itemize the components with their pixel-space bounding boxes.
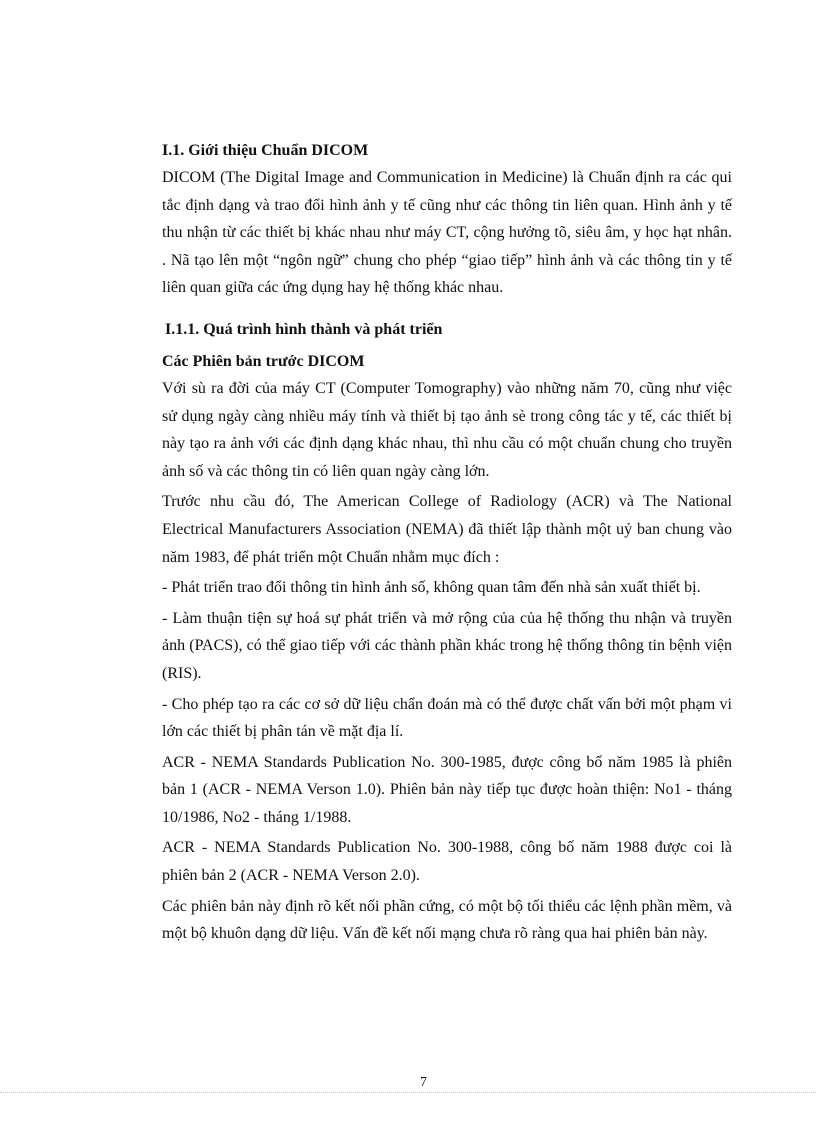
intro-paragraph: DICOM (The Digital Image and Communication in Medicine) là Chuẩn định ra các qui tắc định dạng và trao đổi hình ảnh y tế cũng như các thông tin liên quan. Hình ảnh y tế thu nhận từ các thiết bị khác nhau như máy CT, cộng hưởng tõ, siêu âm, y học hạt nhân. . Nã tạo lên một “ngôn ngữ” chung cho phép “giao tiếp” hình ảnh và các thông tin y tế liên quan giữa các ứng dụng hay hệ thống khác nhau. [162,169,732,297]
page-number: 7 [420,1075,427,1090]
paragraph-ct-history: Với sù ra đời của máy CT (Computer Tomography) vào những năm 70, cũng như việc sử dụng ngày càng nhiều máy tính và thiết bị tạo ảnh sè trong công tác y tế, các thiết bị này tạo ra ảnh với các định dạng khác nhau, thì nhu cầu có một chuẩn chung cho truyền ảnh số và các thông tin có liên quan ngày càng lớn. [162,379,732,480]
page-body [162,137,732,948]
subsubsection-heading: Các Phiên bản trước DICOM [162,352,365,370]
paragraph-version-summary: Các phiên bản này định rõ kết nối phần cứng, có một bộ tối thiểu các lệnh phần mềm, và một bộ khuôn dạng dữ liệu. Vấn đề kết nối mạng chưa rõ ràng qua hai phiên bản này. [162,897,732,943]
list-item-goal-database: - Cho phép tạo ra các cơ sở dữ liệu chẩn đoán mà có thể được chất vấn bởi một phạm vi lớn các thiết bị phân tán về mặt địa lí. [162,695,732,741]
paragraph-version-1: ACR - NEMA Standards Publication No. 300-1985, được công bố năm 1985 là phiên bản 1 (ACR - NEMA Verson 1.0). Phiên bản này tiếp tục được hoàn thiện: No1 - tháng 10/1986, No2 - tháng 1/1988. [162,753,732,826]
list-item-goal-pacs: - Làm thuận tiện sự hoá sự phát triển và mở rộng của của hệ thống thu nhận và truyền ảnh (PACS), có thể giao tiếp với các thành phần khác trong hệ thống thông tin bệnh viện (RIS). [162,609,732,682]
section-heading: I.1. Giới thiệu Chuẩn DICOM [162,142,369,159]
paragraph-version-2: ACR - NEMA Standards Publication No. 300-1988, công bố năm 1988 được coi là phiên bản 2 (ACR - NEMA Verson 2.0). [162,839,732,885]
paragraph-acr-nema-committee: Trước nhu cầu đó, The American College of Radiology (ACR) và The National Electrical Manufacturers Association (NEMA) đã thiết lập thành một uỷ ban chung vào năm 1983, để phát triển một Chuẩn nhằm mục đích : [162,493,732,566]
page-bottom-divider [0,1092,816,1093]
subsection-heading: I.1.1. Quá trình hình thành và phát triển [165,320,443,338]
list-item-goal-exchange: - Phát triển trao đổi thông tin hình ảnh số, không quan tâm đến nhà sản xuất thiết bị. [162,579,701,597]
